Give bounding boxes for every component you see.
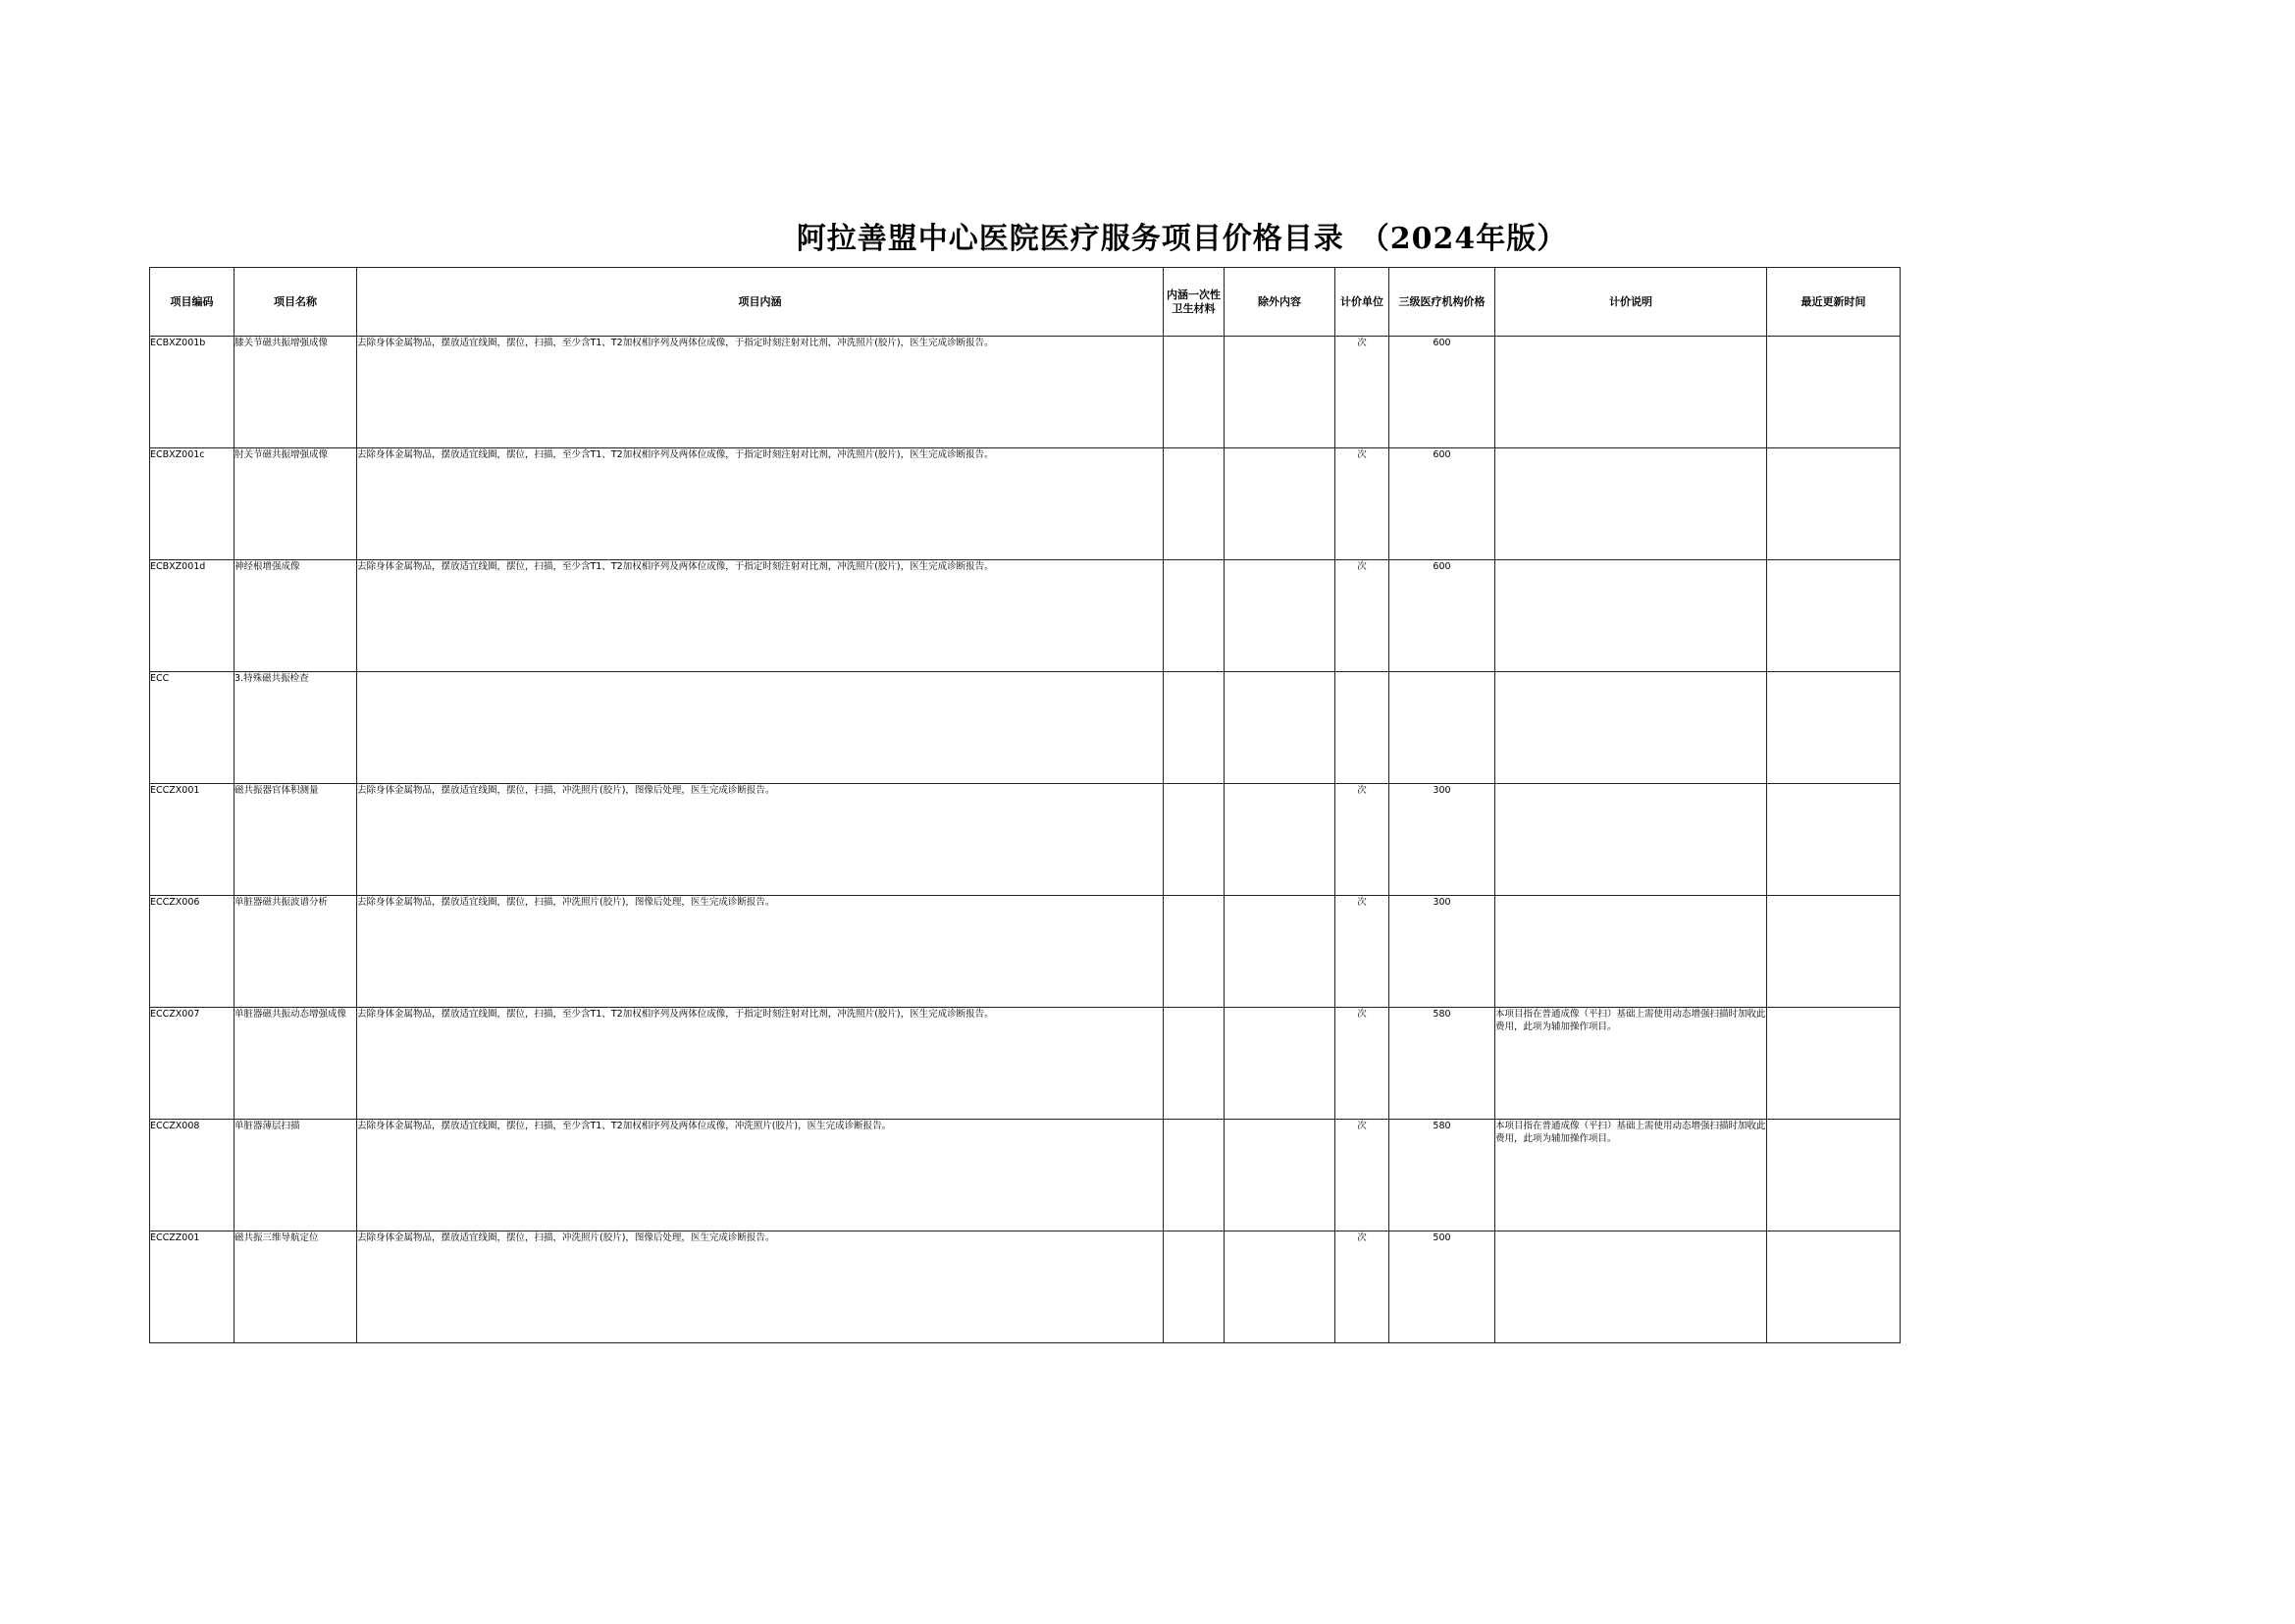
- cell-code: ECBXZ001d: [150, 560, 235, 672]
- cell-unit: 次: [1335, 896, 1389, 1008]
- header-name: 项目名称: [235, 268, 357, 337]
- cell-updated: [1767, 337, 1901, 448]
- table-row: [150, 896, 1901, 1008]
- cell-material: [1164, 896, 1225, 1008]
- cell-name: 3.特殊磁共振检查: [235, 672, 357, 784]
- cell-content: 去除身体金属物品，摆放适宜线圈，摆位，扫描，至少含T1、T2加权相序列及两体位成像，于指定时刻注射对比剂，冲洗照片(胶片)，医生完成诊断报告。: [357, 1008, 1164, 1120]
- cell-code: ECCZX006: [150, 896, 235, 1008]
- table-row: [150, 784, 1901, 896]
- table-header-row: [150, 268, 1901, 337]
- table-row: [150, 337, 1901, 448]
- cell-name: 神经根增强成像: [235, 560, 357, 672]
- cell-unit: 次: [1335, 448, 1389, 560]
- cell-unit: 次: [1335, 1231, 1389, 1343]
- cell-material: [1164, 1008, 1225, 1120]
- cell-code: ECCZX007: [150, 1008, 235, 1120]
- header-material: 内涵一次性卫生材料: [1164, 268, 1225, 337]
- table-row: [150, 672, 1901, 784]
- header-unit: 计价单位: [1335, 268, 1389, 337]
- cell-code: ECCZX008: [150, 1120, 235, 1231]
- cell-updated: [1767, 896, 1901, 1008]
- cell-unit: [1335, 672, 1389, 784]
- cell-note: [1495, 672, 1767, 784]
- cell-price: 580: [1389, 1120, 1495, 1231]
- cell-unit: 次: [1335, 337, 1389, 448]
- cell-code: ECCZX001: [150, 784, 235, 896]
- cell-price: 300: [1389, 784, 1495, 896]
- cell-material: [1164, 337, 1225, 448]
- cell-excluded: [1225, 448, 1335, 560]
- table-row: [150, 1008, 1901, 1120]
- cell-price: 580: [1389, 1008, 1495, 1120]
- cell-updated: [1767, 1231, 1901, 1343]
- cell-price: 600: [1389, 448, 1495, 560]
- cell-name: 磁共振器官体积测量: [235, 784, 357, 896]
- cell-content: 去除身体金属物品，摆放适宜线圈，摆位，扫描，至少含T1、T2加权相序列及两体位成像，冲洗照片(胶片)，医生完成诊断报告。: [357, 1120, 1164, 1231]
- cell-price: [1389, 672, 1495, 784]
- cell-name: 膝关节磁共振增强成像: [235, 337, 357, 448]
- cell-content: 去除身体金属物品，摆放适宜线圈，摆位，扫描，至少含T1、T2加权相序列及两体位成像，于指定时刻注射对比剂，冲洗照片(胶片)，医生完成诊断报告。: [357, 448, 1164, 560]
- cell-excluded: [1225, 560, 1335, 672]
- table-row: [150, 1120, 1901, 1231]
- cell-updated: [1767, 1008, 1901, 1120]
- cell-content: 去除身体金属物品，摆放适宜线圈，摆位，扫描，至少含T1、T2加权相序列及两体位成像，于指定时刻注射对比剂，冲洗照片(胶片)，医生完成诊断报告。: [357, 337, 1164, 448]
- header-note: 计价说明: [1495, 268, 1767, 337]
- cell-content: 去除身体金属物品，摆放适宜线圈，摆位，扫描，冲洗照片(胶片)，图像后处理，医生完成诊断报告。: [357, 1231, 1164, 1343]
- cell-excluded: [1225, 896, 1335, 1008]
- cell-updated: [1767, 1120, 1901, 1231]
- cell-note: [1495, 448, 1767, 560]
- cell-material: [1164, 1231, 1225, 1343]
- table-row: [150, 1231, 1901, 1343]
- cell-material: [1164, 1120, 1225, 1231]
- cell-material: [1164, 672, 1225, 784]
- cell-updated: [1767, 672, 1901, 784]
- cell-name: 单脏器磁共振动态增强成像: [235, 1008, 357, 1120]
- cell-note: [1495, 337, 1767, 448]
- cell-price: 500: [1389, 1231, 1495, 1343]
- table-row: [150, 448, 1901, 560]
- cell-material: [1164, 448, 1225, 560]
- table-row: [150, 560, 1901, 672]
- cell-excluded: [1225, 337, 1335, 448]
- cell-note: 本项目指在普通成像（平扫）基础上需使用动态增强扫描时加收此费用，此项为辅加操作项目。: [1495, 1120, 1767, 1231]
- cell-price: 600: [1389, 560, 1495, 672]
- cell-code: ECBXZ001c: [150, 448, 235, 560]
- cell-unit: 次: [1335, 1008, 1389, 1120]
- cell-name: 单脏器磁共振波谱分析: [235, 896, 357, 1008]
- cell-unit: 次: [1335, 560, 1389, 672]
- cell-content: [357, 672, 1164, 784]
- cell-content: 去除身体金属物品，摆放适宜线圈，摆位，扫描，冲洗照片(胶片)，图像后处理，医生完成诊断报告。: [357, 896, 1164, 1008]
- header-excluded: 除外内容: [1225, 268, 1335, 337]
- cell-code: ECC: [150, 672, 235, 784]
- cell-note: [1495, 1231, 1767, 1343]
- cell-excluded: [1225, 784, 1335, 896]
- document-title: 阿拉善盟中心医院医疗服务项目价格目录 （2024年版）: [796, 222, 1568, 256]
- cell-updated: [1767, 560, 1901, 672]
- cell-unit: 次: [1335, 784, 1389, 896]
- cell-unit: 次: [1335, 1120, 1389, 1231]
- header-code: 项目编码: [150, 268, 235, 337]
- header-price: 三级医疗机构价格: [1389, 268, 1495, 337]
- cell-excluded: [1225, 672, 1335, 784]
- cell-content: 去除身体金属物品，摆放适宜线圈，摆位，扫描，冲洗照片(胶片)，图像后处理，医生完成诊断报告。: [357, 784, 1164, 896]
- cell-name: 磁共振三维导航定位: [235, 1231, 357, 1343]
- price-table: [149, 267, 1901, 1343]
- cell-updated: [1767, 784, 1901, 896]
- cell-code: ECBXZ001b: [150, 337, 235, 448]
- cell-price: 600: [1389, 337, 1495, 448]
- cell-name: 肘关节磁共振增强成像: [235, 448, 357, 560]
- cell-note: [1495, 560, 1767, 672]
- cell-price: 300: [1389, 896, 1495, 1008]
- cell-name: 单脏器薄层扫描: [235, 1120, 357, 1231]
- cell-code: ECCZZ001: [150, 1231, 235, 1343]
- cell-excluded: [1225, 1008, 1335, 1120]
- cell-material: [1164, 784, 1225, 896]
- header-content: 项目内涵: [357, 268, 1164, 337]
- cell-excluded: [1225, 1120, 1335, 1231]
- cell-note: [1495, 784, 1767, 896]
- cell-material: [1164, 560, 1225, 672]
- cell-updated: [1767, 448, 1901, 560]
- cell-note: 本项目指在普通成像（平扫）基础上需使用动态增强扫描时加收此费用，此项为辅加操作项目。: [1495, 1008, 1767, 1120]
- cell-note: [1495, 896, 1767, 1008]
- cell-excluded: [1225, 1231, 1335, 1343]
- cell-content: 去除身体金属物品，摆放适宜线圈，摆位，扫描，至少含T1、T2加权相序列及两体位成像，于指定时刻注射对比剂，冲洗照片(胶片)，医生完成诊断报告。: [357, 560, 1164, 672]
- header-updated: 最近更新时间: [1767, 268, 1901, 337]
